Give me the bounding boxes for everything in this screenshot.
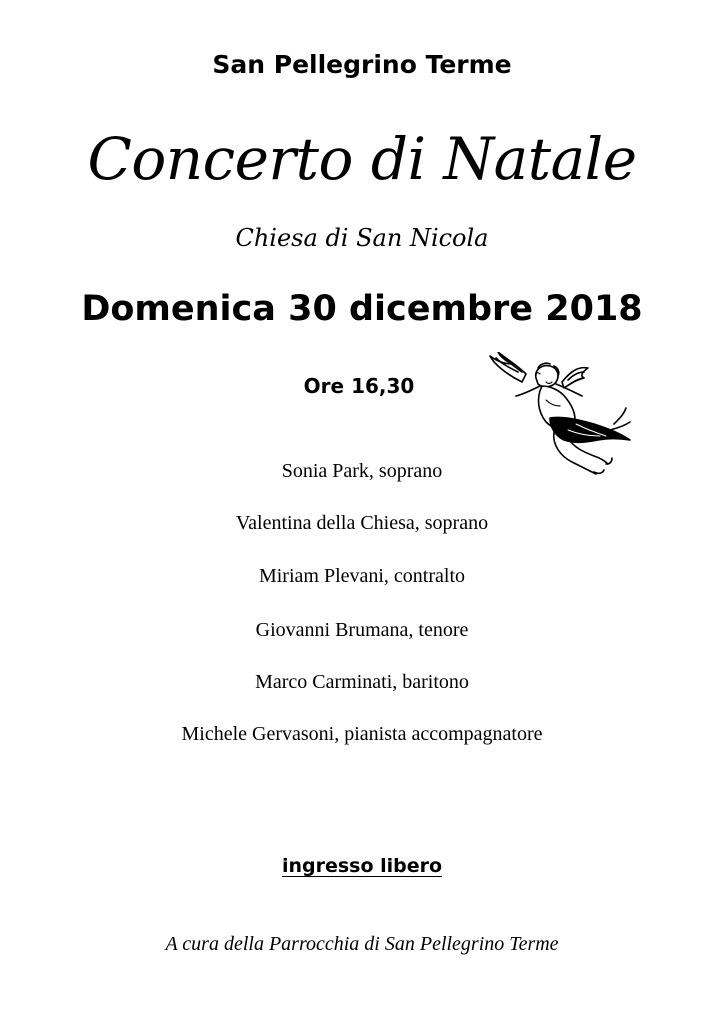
performer-item: Michele Gervasoni, pianista accompagnatore: [181, 723, 543, 745]
performer-item: Miriam Plevani, contralto: [258, 565, 466, 587]
page-title: Concerto di Natale: [87, 125, 637, 193]
event-time: Ore 16,30: [303, 374, 415, 398]
cherub-icon: [484, 352, 632, 476]
performer-item: Valentina della Chiesa, soprano: [235, 512, 489, 534]
event-date: Domenica 30 dicembre 2018: [81, 289, 643, 329]
performer-item: Giovanni Brumana, tenore: [255, 619, 469, 641]
town-name: San Pellegrino Terme: [212, 50, 512, 79]
venue-name: Chiesa di San Nicola: [235, 224, 489, 252]
performer-item: Marco Carminati, baritono: [255, 671, 469, 693]
admission-note: [0, 857, 724, 876]
organizer-credit: A cura della Parrocchia di San Pellegrino Terme: [165, 933, 559, 955]
admission-text: ingresso libero: [281, 855, 443, 877]
performer-item: Sonia Park, soprano: [281, 460, 443, 482]
